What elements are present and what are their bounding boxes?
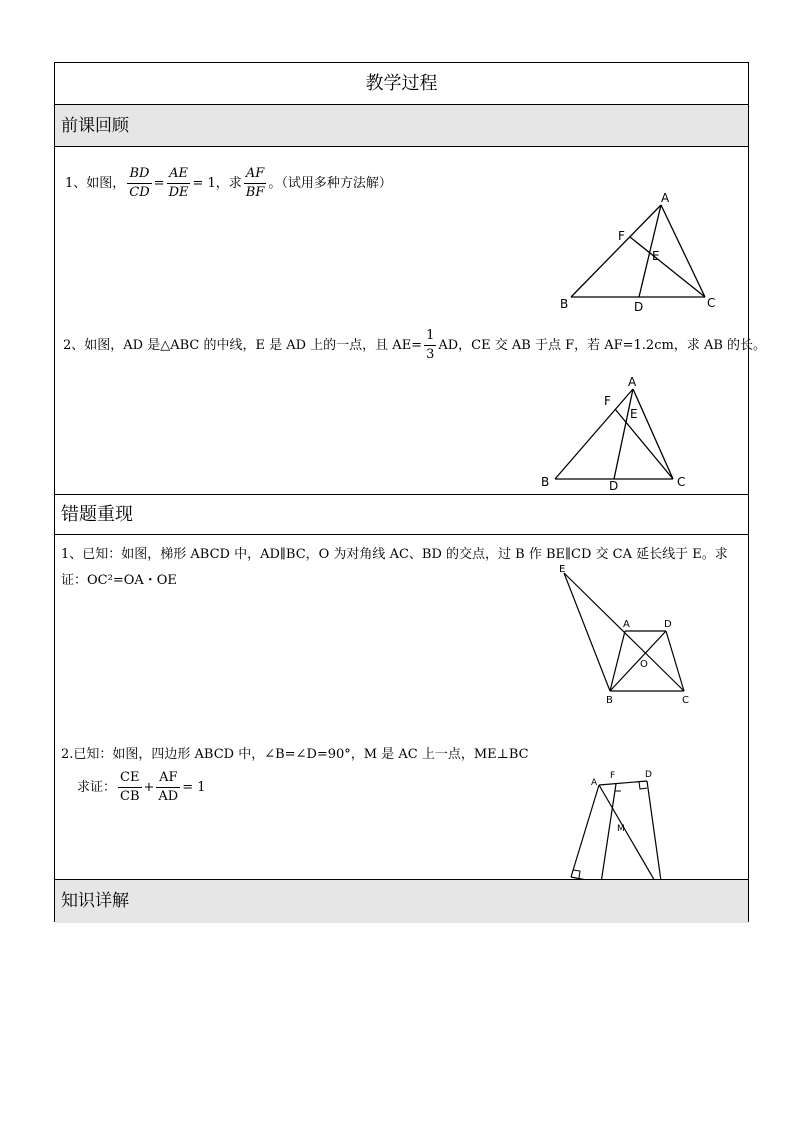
section-knowledge-heading: 知识详解	[55, 880, 748, 923]
label-a: A	[628, 375, 637, 389]
label-d: D	[609, 479, 619, 493]
label-f: F	[604, 394, 611, 408]
lesson-table	[54, 62, 767, 922]
fraction-af-ad: $\frac{AF}{AD}$	[158, 770, 179, 804]
question-2: 2、如图，AD 是△ABC 的中线，E 是 AD 上的一点，且 AE= $\frac{1}{3}$ AD，CE 交 AB 于点 F，若 AF=1.2cm，求 AB 的长。	[63, 328, 767, 362]
fraction-bd-cd: $\frac{BD}{CD}$	[129, 166, 150, 200]
section-mistakes-body	[55, 535, 748, 880]
section-review-heading: 前课回顾	[55, 105, 748, 147]
label-o: O	[640, 659, 648, 670]
mistake-1-line-1: 1、已知：如图，梯形 ABCD 中，AD∥BC，O 为对角线 AC、BD 的交点，过 B 作 BE∥CD 交 CA 延长线于 E。求	[61, 547, 728, 562]
label-a: A	[591, 778, 598, 788]
label-e: E	[559, 564, 566, 575]
label-d: D	[634, 300, 644, 314]
label-c: C	[682, 695, 689, 703]
fraction-ae-de: $\frac{AE}{DE}$	[168, 166, 189, 200]
label-b: B	[541, 475, 550, 489]
mistake-2-proof: 求证： $\frac{CE}{CB}$ + $\frac{AF}{AD}$ = 1	[77, 770, 206, 804]
fraction-af-bf: $\frac{AF}{BF}$	[245, 166, 265, 200]
label-c: C	[677, 475, 686, 489]
fraction-one-third: $\frac{1}{3}$	[426, 328, 435, 362]
section-review-body	[55, 147, 767, 495]
figure-triangle-1	[555, 187, 735, 317]
label-c: C	[707, 296, 716, 310]
label-d: D	[645, 770, 652, 780]
page-title: 教学过程	[55, 63, 748, 105]
label-b: B	[560, 297, 569, 311]
fraction-ce-cb: $\frac{CE}{CB}$	[120, 770, 140, 804]
figure-triangle-2	[535, 369, 705, 493]
label-a: A	[661, 191, 670, 205]
label-f: F	[610, 771, 616, 781]
label-m: M	[617, 824, 625, 834]
mistake-1-line-2: 证：OC²=OA・OE	[61, 573, 177, 588]
label-f: F	[618, 229, 625, 243]
label-e: E	[652, 249, 660, 263]
label-b: B	[606, 695, 613, 703]
figure-trapezoid	[550, 563, 700, 703]
label-a: A	[623, 619, 630, 630]
label-e: E	[630, 407, 638, 421]
mistake-2-line-1: 2.已知：如图，四边形 ABCD 中，∠B=∠D=90°，M 是 AC 上一点，ME⊥BC	[61, 747, 529, 762]
section-mistakes-heading: 错题重现	[55, 495, 748, 535]
question-1: 1、如图， $\frac{BD}{CD}$ = $\frac{AE}{DE}$ = 1，求 $\frac{AF}{BF}$ 。（试用多种方法解）	[65, 166, 392, 200]
label-d: D	[664, 619, 672, 630]
